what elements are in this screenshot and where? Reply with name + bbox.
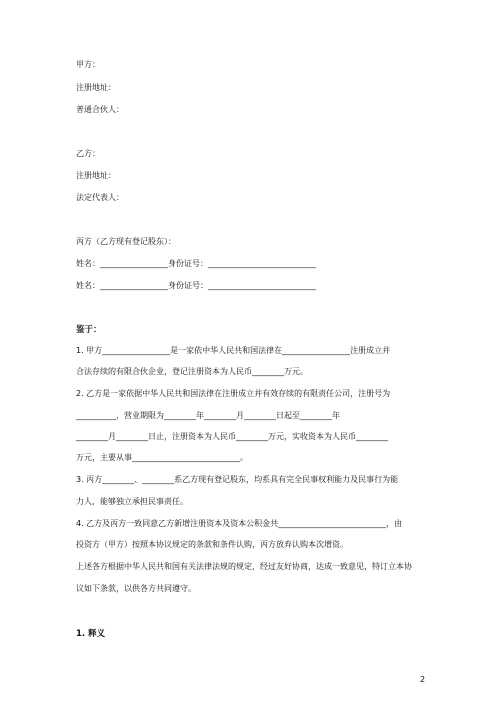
recital-4-line-2: 投资方（甲方）按照本协议规定的条款和条件认购，丙方放弃认购本次增资。 xyxy=(76,540,348,549)
recital-2-line-3: ________月________日止，注册资本为人民币________万元，实收资本为人民币________ xyxy=(76,432,388,441)
party-b-title: 乙方： xyxy=(76,149,100,158)
party-a-partner-label: 普通合伙人： xyxy=(76,105,124,114)
party-c-title: 丙方（乙方现有登记股东）： xyxy=(76,237,176,246)
recital-2-line-1: 2. 乙方是一家依据中华人民共和国法律在注册成立并有效存续的有限责任公司，注册号为 xyxy=(76,389,391,398)
party-c-row-1: 姓名：_________________身份证号：___________________________ xyxy=(76,259,316,268)
section-1-heading: 1. 释义 xyxy=(76,629,106,639)
recitals-heading: 鉴于： xyxy=(76,325,102,335)
recital-2-line-2: __________，营业期限为________年________月________日起至________年 xyxy=(76,411,340,420)
party-a-title: 甲方： xyxy=(76,60,100,69)
summary-line-2: 议如下条款，以供各方共同遵守。 xyxy=(76,584,196,593)
recital-3-line-2: 力人，能够独立承担民事责任。 xyxy=(76,497,188,506)
recital-4-line-1: 4. 乙方及丙方一致同意乙方新增注册资本及资本公积金共___________________________，由 xyxy=(76,519,403,528)
party-b-address-label: 注册地址： xyxy=(76,171,116,180)
page-number: 2 xyxy=(420,675,426,684)
recital-1-line-2: 合法存续的有限合伙企业，登记注册资本为人民币________万元。 xyxy=(76,367,308,376)
party-c-row-2: 姓名：_________________身份证号：___________________________ xyxy=(76,281,316,290)
recital-3-line-1: 3. 丙方________、________系乙方现有登记股东，均系具有完全民事权利能力及民事行为能 xyxy=(76,475,399,484)
recital-2-line-4: 万元，主要从事___________________________。 xyxy=(76,453,248,462)
party-b-rep-label: 法定代表人： xyxy=(76,193,124,202)
recital-1-line-1: 1. 甲方_________________是一家依中华人民共和国法律在_________________注册成立并 xyxy=(76,346,391,355)
party-a-address-label: 注册地址： xyxy=(76,83,116,92)
summary-line-1: 上述各方根据中华人民共和国有关法律法规的规定，经过友好协商，达成一致意见，特订立本协 xyxy=(76,562,412,571)
